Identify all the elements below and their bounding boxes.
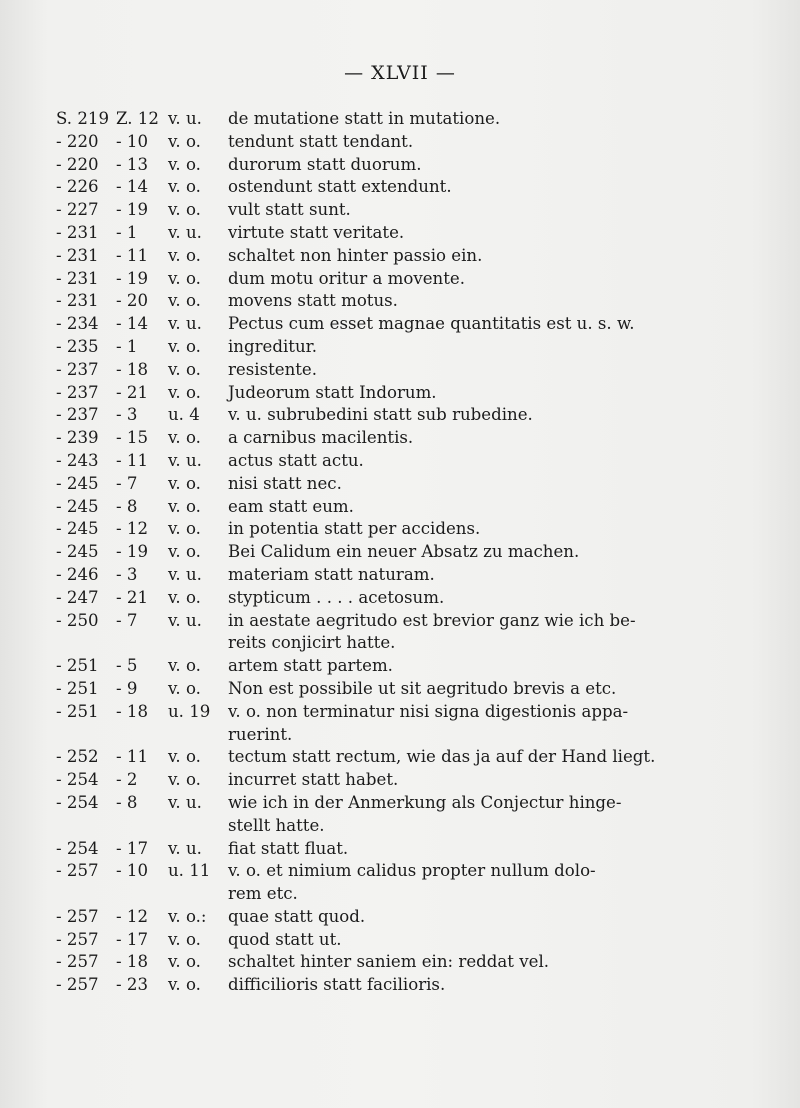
errata-line-ref: - 18 — [116, 701, 148, 721]
errata-correction-text: quae statt quod. — [228, 906, 366, 926]
errata-correction-text: resistente. — [228, 359, 318, 379]
errata-position: v. o. — [168, 291, 201, 311]
errata-position: u. 11 — [168, 861, 211, 881]
errata-page-ref: - 257 — [56, 952, 99, 972]
errata-correction-text: incurret statt habet. — [228, 770, 399, 790]
errata-entry — [56, 929, 756, 952]
errata-correction-text: Pectus cum esset magnae quantitatis est u. s. w. — [228, 314, 635, 334]
errata-line-ref: - 19 — [116, 542, 148, 562]
errata-line-ref: - 15 — [116, 428, 148, 448]
errata-correction-text: ostendunt statt extendunt. — [228, 177, 452, 197]
errata-position: v. u. — [168, 222, 202, 242]
errata-correction-text: schaltet hinter saniem ein: reddat vel. — [228, 952, 550, 972]
errata-line-ref: - 12 — [116, 519, 148, 539]
errata-correction-text: stellt hatte. — [228, 815, 325, 835]
errata-correction-text: in aestate aegritudo est brevior ganz wie ich be- — [228, 610, 636, 630]
errata-entry — [56, 473, 756, 496]
errata-position: v. o. — [168, 245, 201, 265]
errata-line-ref: - 14 — [116, 177, 148, 197]
errata-correction-text: tendunt statt tendant. — [228, 131, 414, 151]
errata-position: v. o. — [168, 131, 201, 151]
errata-line-ref: - 21 — [116, 382, 148, 402]
errata-continuation-line — [56, 815, 756, 838]
errata-page-ref: - 231 — [56, 245, 99, 265]
errata-line-ref: - 12 — [116, 906, 148, 926]
errata-position: v. o. — [168, 428, 201, 448]
errata-page-ref: - 237 — [56, 382, 99, 402]
errata-entry — [56, 518, 756, 541]
errata-position: v. u. — [168, 109, 202, 128]
errata-correction-text: v. o. et nimium calidus propter nullum dolo- — [228, 861, 596, 881]
errata-entry — [56, 769, 756, 792]
errata-entry — [56, 587, 756, 610]
errata-line-ref: - 2 — [116, 770, 138, 790]
errata-page-ref: - 254 — [56, 792, 99, 812]
errata-entry — [56, 222, 756, 245]
errata-position: v. o. — [168, 656, 201, 676]
errata-position: u. 4 — [168, 405, 200, 425]
errata-page-ref: - 251 — [56, 678, 99, 698]
errata-entry — [56, 541, 756, 564]
errata-correction-text: fiat statt fluat. — [228, 838, 349, 858]
errata-page-ref: - 231 — [56, 222, 99, 242]
errata-line-ref: - 19 — [116, 200, 148, 220]
errata-correction-text: stypticum . . . . acetosum. — [228, 587, 445, 607]
errata-entry — [56, 154, 756, 177]
errata-position: v. o. — [168, 519, 201, 539]
errata-position: v. o. — [168, 975, 201, 995]
errata-page-ref: - 227 — [56, 200, 99, 220]
errata-entry — [56, 655, 756, 678]
errata-line-ref: - 3 — [116, 564, 138, 584]
errata-correction-text: Judeorum statt Indorum. — [228, 382, 437, 402]
errata-correction-text: durorum statt duorum. — [228, 154, 422, 174]
errata-correction-text: dum motu oritur a movente. — [228, 268, 466, 288]
errata-correction-text: reits conjicirt hatte. — [228, 633, 396, 653]
errata-correction-text: tectum statt rectum, wie das ja auf der Hand liegt. — [228, 747, 656, 767]
errata-page-ref: - 231 — [56, 268, 99, 288]
errata-line-ref: - 5 — [116, 656, 138, 676]
errata-position: v. o. — [168, 268, 201, 288]
errata-entry — [56, 974, 756, 997]
errata-position: v. o. — [168, 952, 201, 972]
errata-position: v. o. — [168, 770, 201, 790]
errata-page-ref: - 237 — [56, 405, 99, 425]
errata-entry — [56, 792, 756, 815]
errata-line-ref: - 3 — [116, 405, 138, 425]
errata-position: v. o. — [168, 587, 201, 607]
errata-page-ref: - 252 — [56, 747, 99, 767]
errata-correction-text: ruerint. — [228, 724, 293, 744]
errata-entry — [56, 906, 756, 929]
errata-list — [56, 108, 756, 997]
errata-entry — [56, 176, 756, 199]
errata-position: v. o. — [168, 747, 201, 767]
errata-continuation-line — [56, 724, 756, 747]
errata-entry — [56, 108, 756, 131]
errata-entry — [56, 359, 756, 382]
errata-page-ref: - 220 — [56, 131, 99, 151]
errata-line-ref: - 8 — [116, 792, 138, 812]
errata-correction-text: Bei Calidum ein neuer Absatz zu machen. — [228, 542, 580, 562]
errata-correction-text: actus statt actu. — [228, 450, 364, 470]
errata-line-ref: Z. 12 — [116, 109, 159, 128]
errata-entry — [56, 290, 756, 313]
errata-correction-text: virtute statt veritate. — [228, 222, 405, 242]
errata-entry — [56, 838, 756, 861]
errata-page-ref: - 247 — [56, 587, 99, 607]
errata-line-ref: - 7 — [116, 473, 138, 493]
errata-correction-text: de mutatione statt in mutatione. — [228, 109, 501, 128]
errata-position: v. o. — [168, 154, 201, 174]
errata-entry — [56, 678, 756, 701]
errata-entry — [56, 450, 756, 473]
errata-page-ref: - 251 — [56, 701, 99, 721]
errata-position: v. o. — [168, 382, 201, 402]
errata-correction-text: Non est possibile ut sit aegritudo brevis a etc. — [228, 678, 617, 698]
errata-correction-text: v. o. non terminatur nisi signa digestionis appa- — [228, 701, 629, 721]
errata-correction-text: in potentia statt per accidens. — [228, 519, 481, 539]
errata-correction-text: a carnibus macilentis. — [228, 428, 414, 448]
errata-correction-text: eam statt eum. — [228, 496, 354, 516]
errata-continuation-line — [56, 632, 756, 655]
errata-line-ref: - 10 — [116, 861, 148, 881]
errata-position: v. o. — [168, 929, 201, 949]
errata-entry — [56, 404, 756, 427]
errata-page-ref: - 234 — [56, 314, 99, 334]
errata-page-ref: - 254 — [56, 770, 99, 790]
errata-position: v. o. — [168, 177, 201, 197]
errata-line-ref: - 19 — [116, 268, 148, 288]
errata-correction-text: schaltet non hinter passio ein. — [228, 245, 483, 265]
errata-line-ref: - 14 — [116, 314, 148, 334]
errata-position: v. u. — [168, 564, 202, 584]
errata-line-ref: - 8 — [116, 496, 138, 516]
errata-page-ref: - 243 — [56, 450, 99, 470]
errata-page-ref: - 251 — [56, 656, 99, 676]
errata-position: v. o. — [168, 200, 201, 220]
errata-correction-text: vult statt sunt. — [228, 200, 351, 220]
errata-position: v. o. — [168, 678, 201, 698]
errata-page-ref: - 246 — [56, 564, 99, 584]
errata-entry — [56, 313, 756, 336]
errata-page-ref: S. 219 — [56, 109, 109, 128]
errata-correction-text: nisi statt nec. — [228, 473, 342, 493]
errata-position: v. o. — [168, 473, 201, 493]
errata-entry — [56, 951, 756, 974]
errata-entry — [56, 245, 756, 268]
errata-page-ref: - 245 — [56, 542, 99, 562]
errata-page-ref: - 245 — [56, 496, 99, 516]
errata-line-ref: - 11 — [116, 245, 148, 265]
errata-entry — [56, 746, 756, 769]
errata-line-ref: - 18 — [116, 359, 148, 379]
errata-line-ref: - 17 — [116, 929, 148, 949]
page-number-header: — XLVII — — [344, 62, 456, 84]
errata-position: v. u. — [168, 610, 202, 630]
errata-line-ref: - 1 — [116, 336, 138, 356]
errata-entry — [56, 382, 756, 405]
errata-page-ref: - 245 — [56, 519, 99, 539]
errata-line-ref: - 21 — [116, 587, 148, 607]
errata-correction-text: materiam statt naturam. — [228, 564, 435, 584]
errata-page-ref: - 257 — [56, 975, 99, 995]
errata-position: v. o. — [168, 496, 201, 516]
errata-correction-text: artem statt partem. — [228, 656, 393, 676]
errata-entry — [56, 268, 756, 291]
errata-line-ref: - 18 — [116, 952, 148, 972]
errata-entry — [56, 336, 756, 359]
errata-line-ref: - 17 — [116, 838, 148, 858]
errata-line-ref: - 23 — [116, 975, 148, 995]
errata-page-ref: - 235 — [56, 336, 99, 356]
errata-correction-text: rem etc. — [228, 884, 298, 904]
errata-position: v. u. — [168, 838, 202, 858]
errata-page-ref: - 250 — [56, 610, 99, 630]
errata-entry — [56, 564, 756, 587]
errata-position: v. u. — [168, 792, 202, 812]
errata-continuation-line — [56, 883, 756, 906]
errata-entry — [56, 131, 756, 154]
errata-line-ref: - 10 — [116, 131, 148, 151]
errata-line-ref: - 9 — [116, 678, 138, 698]
errata-correction-text: v. u. subrubedini statt sub rubedine. — [228, 405, 533, 425]
errata-entry — [56, 860, 756, 883]
errata-position: u. 19 — [168, 701, 211, 721]
errata-page-ref: - 245 — [56, 473, 99, 493]
errata-correction-text: ingreditur. — [228, 336, 318, 356]
errata-page-ref: - 257 — [56, 929, 99, 949]
errata-page-ref: - 237 — [56, 359, 99, 379]
errata-page-ref: - 220 — [56, 154, 99, 174]
errata-line-ref: - 20 — [116, 291, 148, 311]
errata-correction-text: movens statt motus. — [228, 291, 398, 311]
errata-line-ref: - 1 — [116, 222, 138, 242]
errata-line-ref: - 13 — [116, 154, 148, 174]
errata-page-ref: - 231 — [56, 291, 99, 311]
errata-page-ref: - 257 — [56, 861, 99, 881]
errata-line-ref: - 7 — [116, 610, 138, 630]
errata-position: v. u. — [168, 450, 202, 470]
errata-entry — [56, 610, 756, 633]
errata-page-ref: - 239 — [56, 428, 99, 448]
errata-position: v. o. — [168, 359, 201, 379]
errata-line-ref: - 11 — [116, 747, 148, 767]
errata-position: v. o.: — [168, 906, 207, 926]
errata-position: v. o. — [168, 542, 201, 562]
errata-position: v. u. — [168, 314, 202, 334]
errata-page-ref: - 257 — [56, 906, 99, 926]
errata-page-ref: - 226 — [56, 177, 99, 197]
errata-correction-text: quod statt ut. — [228, 929, 342, 949]
errata-correction-text: difficilioris statt facilioris. — [228, 975, 446, 995]
errata-entry — [56, 701, 756, 724]
errata-line-ref: - 11 — [116, 450, 148, 470]
errata-position: v. o. — [168, 336, 201, 356]
errata-entry — [56, 427, 756, 450]
errata-page-ref: - 254 — [56, 838, 99, 858]
errata-entry — [56, 199, 756, 222]
errata-entry — [56, 496, 756, 519]
errata-correction-text: wie ich in der Anmerkung als Conjectur hinge- — [228, 792, 622, 812]
